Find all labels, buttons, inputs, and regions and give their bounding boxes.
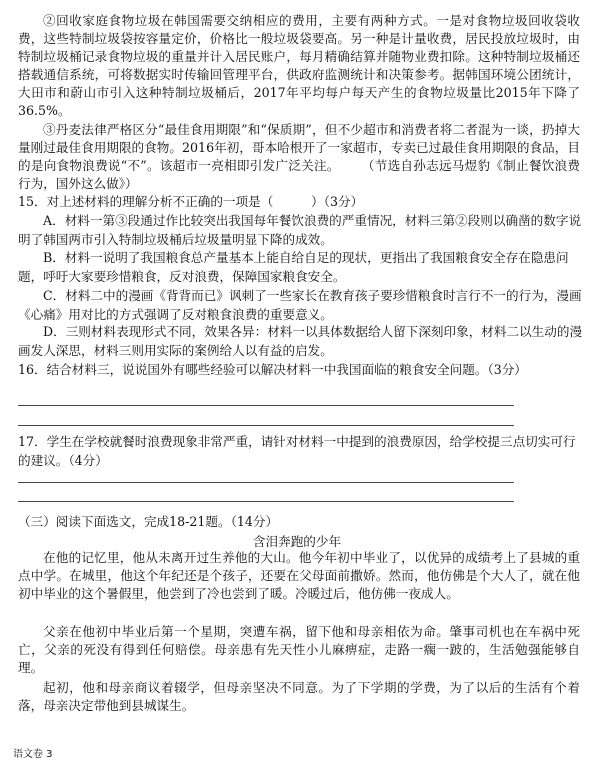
answer-line[interactable] (18, 425, 514, 426)
answer-line[interactable] (18, 405, 514, 406)
story-title: 含泪奔跑的少年 (252, 534, 342, 549)
q16-stem: 16．结合材料三，说说国外有哪些经验可以解决材料一中我国面临的粮食安全问题。（3分） (18, 362, 527, 377)
answer-line[interactable] (18, 482, 514, 483)
material3-para3-text: ③丹麦法律严格区分“最佳食用期限”和“保质期”，但不少超市和消费者将二者混为一谈，扔掉大量刚过最佳食用期限的食物。2016年初，哥本哈根开了一家超市，专卖已过最佳食用期限的食品，目的是向食物浪费说“不”。该超市一亮相即引发广泛关注。 (18, 122, 580, 173)
q15-option-b: B．材料一说明了我国粮食总产量基本上能自给自足的现状，更指出了我国粮食安全存在隐患问题，呼吁大家要珍惜粮食，反对浪费，保障国家粮食安全。 (18, 250, 569, 284)
material3-para3 (18, 121, 580, 193)
answer-line[interactable] (18, 501, 514, 502)
q15-stem: 15．对上述材料的理解分析不正确的一项是（ ）（3分） (18, 194, 364, 209)
story-para3: 起初，他和母亲商议着辍学，但母亲坚决不同意。为了下学期的学费，为了以后的生活有个着落，母亲决定带他到县城谋生。 (18, 680, 580, 713)
story-para1: 在他的记忆里，他从未离开过生养他的大山。他今年初中毕业了，以优异的成绩考上了县城的重点中学。在城里，他这个年纪还是个孩子，还要在父母面前撒娇。然而，他仿佛是个大人了，就在他初中毕业的这个暑假里，他尝到了冷也尝到了暖。冷暖过后，他仿佛一夜成人。 (18, 550, 580, 601)
material3-para2: ②回收家庭食物垃圾在韩国需要交纳相应的费用，主要有两种方式。一是对食物垃圾回收袋收费，这些特制垃圾袋按容量定价，价格比一般垃圾袋要高。另一种是计量收费，居民投放垃圾时，由特制垃圾桶记录食物垃圾的重量并计入居民账户，每月精确结算并随物业费扣除。这种特制垃圾桶还搭载通信系统，可将数据实时传输回管理平台，供政府监测统计和决策参考。据韩国环境公团统计，大田市和蔚山市引入这种特制垃圾桶后，2017年平均每户每天产生的食物垃圾量比2015年下降了36.5%。 (18, 13, 580, 118)
q17-stem: 17．学生在学校就餐时浪费现象非常严重，请针对材料一中提到的浪费原因，给学校提三点切实可行的建议。（4分） (18, 434, 576, 468)
page-footer: 语文卷 3 (13, 749, 53, 760)
story-para2: 父亲在他初中毕业后第一个星期，突遭车祸，留下他和母亲相依为命。肇事司机也在车祸中死亡，父亲的死没有得到任何赔偿。母亲患有先天性小儿麻痹症，走路一瘸一跛的，生活勉强能够自理。 (18, 624, 580, 675)
q15-option-d: D．三则材料表现形式不同，效果各异：材料一以具体数据给人留下深刻印象，材料二以生动的漫画发人深思，材料三则用实际的案例给人以有益的启发。 (18, 324, 583, 358)
q15-option-c: C．材料二中的漫画《背背而已》讽刺了一些家长在教育孩子要珍惜粮食时言行不一的行为，漫画《心痛》用对比的方式强调了反对粮食浪费的重要意义。 (18, 288, 582, 322)
section3-heading: （三）阅读下面选文，完成18-21题。（14分） (18, 514, 279, 529)
q15-option-a: A．材料一第③段通过作比较突出我国每年餐饮浪费的严重情况，材料三第②段则以确凿的数字说明了韩国两市引入特制垃圾桶后垃圾量明显下降的成效。 (18, 213, 582, 247)
material3-source: （节选自孙志远马煜豹《制止餐饮浪费行为，国外这么做》） (18, 158, 580, 191)
